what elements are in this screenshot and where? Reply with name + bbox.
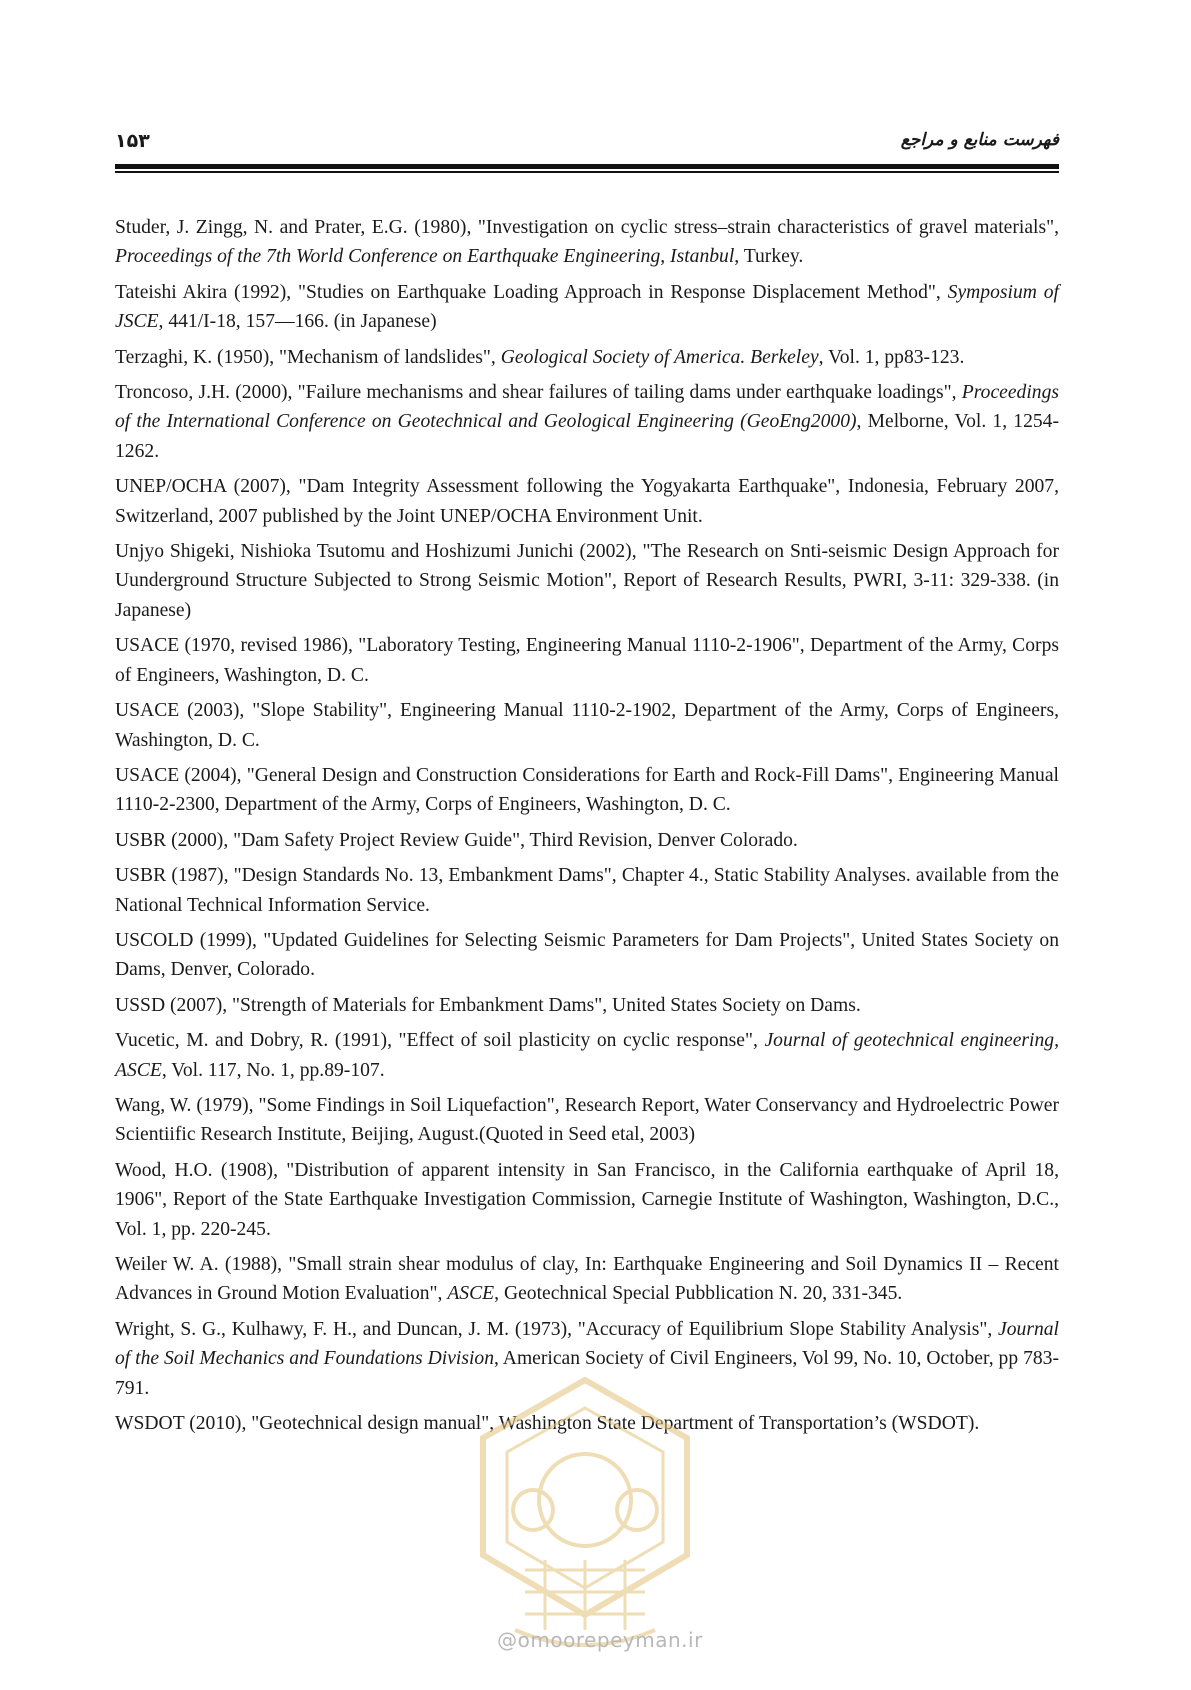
reference-entry bbox=[115, 1026, 1059, 1085]
reference-list bbox=[115, 213, 1059, 1444]
reference-entry bbox=[115, 761, 1059, 820]
reference-text: Troncoso, J.H. (2000), "Failure mechanisms and shear failures of tailing dams under earthquake loadings", bbox=[115, 382, 962, 404]
reference-source-title: Symposium of JSCE bbox=[115, 281, 1059, 333]
reference-text: WSDOT (2010), "Geotechnical design manual", Washington State Department of Transportation’s (WSDOT). bbox=[115, 1413, 980, 1435]
reference-text: , Turkey. bbox=[734, 246, 804, 268]
reference-entry bbox=[115, 826, 1059, 855]
reference-text: USACE (2003), "Slope Stability", Engineering Manual 1110-2-1902, Department of the Army, Corps of Engineers, Washington, D. C. bbox=[115, 700, 1059, 751]
reference-entry bbox=[115, 343, 1059, 372]
reference-text: UNEP/OCHA (2007), "Dam Integrity Assessment following the Yogyakarta Earthquake", Indonesia, February 2007, Switzerland, 2007 published by the Joint UNEP/OCHA Environment Unit. bbox=[115, 476, 1059, 527]
reference-text: , 441/I-18, 157—166. (in Japanese) bbox=[158, 311, 437, 333]
reference-text: Vucetic, M. and Dobry, R. (1991), "Effect of soil plasticity on cyclic response", bbox=[115, 1030, 765, 1052]
reference-text: Wang, W. (1979), "Some Findings in Soil Liquefaction", Research Report, Water Conservancy and Hydroelectric Power Scientiific Research Institute, Beijing, August.(Quoted in Seed etal, 2003) bbox=[115, 1094, 1059, 1146]
reference-source-title: Proceedings of the 7th World Conference on Earthquake Engineering, Istanbul bbox=[115, 246, 735, 268]
reference-text: , Geotechnical Special Pubblication N. 20, 331-345. bbox=[494, 1283, 903, 1305]
reference-entry bbox=[115, 537, 1059, 625]
page-header bbox=[115, 128, 1059, 172]
reference-text: USACE (1970, revised 1986), "Laboratory Testing, Engineering Manual 1110-2-1906", Department of the Army, Corps of Engineers, Washington, D. C. bbox=[115, 635, 1059, 686]
watermark-text: @omoorepeyman.ir bbox=[497, 1628, 703, 1652]
reference-source-title: Geological Society of America. Berkeley bbox=[500, 346, 819, 368]
reference-text: Wood, H.O. (1908), "Distribution of apparent intensity in San Francisco, in the California earthquake of April 18, 1906", Report of the State Earthquake Investigation Commission, Carnegie Institute of Washington, Washington, D.C., Vol. 1, pp. 220-245. bbox=[115, 1159, 1059, 1240]
header-rule-thick bbox=[115, 164, 1059, 169]
reference-entry bbox=[115, 926, 1059, 985]
reference-entry bbox=[115, 213, 1059, 272]
reference-entry bbox=[115, 378, 1059, 466]
reference-entry bbox=[115, 631, 1059, 690]
reference-entry bbox=[115, 991, 1059, 1020]
reference-text: , Vol. 117, No. 1, pp.89-107. bbox=[161, 1059, 385, 1081]
reference-entry bbox=[115, 1091, 1059, 1150]
reference-text: USCOLD (1999), "Updated Guidelines for Selecting Seismic Parameters for Dam Projects", United States Society on Dams, Denver, Colorado. bbox=[115, 929, 1059, 981]
running-title: فهرست منابع و مراجع bbox=[900, 130, 1059, 150]
reference-text: USBR (2000), "Dam Safety Project Review Guide", Third Revision, Denver Colorado. bbox=[115, 829, 798, 851]
reference-text: , Melborne, Vol. 1, 1254-1262. bbox=[115, 411, 1059, 462]
reference-source-title: ASCE bbox=[447, 1283, 495, 1305]
reference-entry bbox=[115, 278, 1059, 337]
reference-text: USACE (2004), "General Design and Construction Considerations for Earth and Rock-Fill Dams", Engineering Manual 1110-2-2300, Department of the Army, Corps of Engineers, Washington, D. C. bbox=[115, 764, 1059, 816]
page-number: ۱۵۳ bbox=[115, 130, 150, 152]
header-rule-thin bbox=[115, 171, 1059, 173]
reference-text: , Vol. 1, pp83-123. bbox=[818, 346, 965, 368]
reference-entry bbox=[115, 472, 1059, 531]
reference-text: Studer, J. Zingg, N. and Prater, E.G. (1980), "Investigation on cyclic stress–strain characteristics of gravel materials", bbox=[115, 217, 1059, 238]
reference-text: Wright, S. G., Kulhawy, F. H., and Duncan, J. M. (1973), "Accuracy of Equilibrium Slope Stability Analysis", bbox=[115, 1318, 999, 1340]
reference-entry bbox=[115, 861, 1059, 920]
reference-entry bbox=[115, 1156, 1059, 1244]
reference-text: USBR (1987), "Design Standards No. 13, Embankment Dams", Chapter 4., Static Stability Analyses. available from the National Technical Information Service. bbox=[115, 865, 1059, 916]
reference-text: Tateishi Akira (1992), "Studies on Earthquake Loading Approach in Response Displacement Method", bbox=[115, 281, 948, 303]
reference-text: , American Society of Civil Engineers, Vol 99, No. 10, October, pp 783-791. bbox=[115, 1348, 1059, 1399]
reference-entry bbox=[115, 1250, 1059, 1309]
reference-source-title: Proceedings of the International Conference on Geotechnical and Geological Engineering (GeoEng2000) bbox=[115, 382, 1059, 433]
reference-entry bbox=[115, 696, 1059, 755]
reference-text: Unjyo Shigeki, Nishioka Tsutomu and Hoshizumi Junichi (2002), "The Research on Snti-seismic Design Approach for Uunderground Structure Subjected to Strong Seismic Motion", Report of Research Results, PWRI, 3-11: 329-338. (in Japanese) bbox=[115, 541, 1059, 621]
reference-text: USSD (2007), "Strength of Materials for Embankment Dams", United States Society on Dams. bbox=[115, 994, 861, 1016]
reference-source-title: Journal of geotechnical engineering, ASCE bbox=[115, 1030, 1059, 1081]
reference-text: Weiler W. A. (1988), "Small strain shear modulus of clay, In: Earthquake Engineering and Soil Dynamics II – Recent Advances in Ground Motion Evaluation", bbox=[115, 1254, 1059, 1305]
reference-source-title: Journal of the Soil Mechanics and Foundations Division bbox=[115, 1318, 1059, 1370]
reference-text: Terzaghi, K. (1950), "Mechanism of landslides", bbox=[115, 346, 501, 368]
